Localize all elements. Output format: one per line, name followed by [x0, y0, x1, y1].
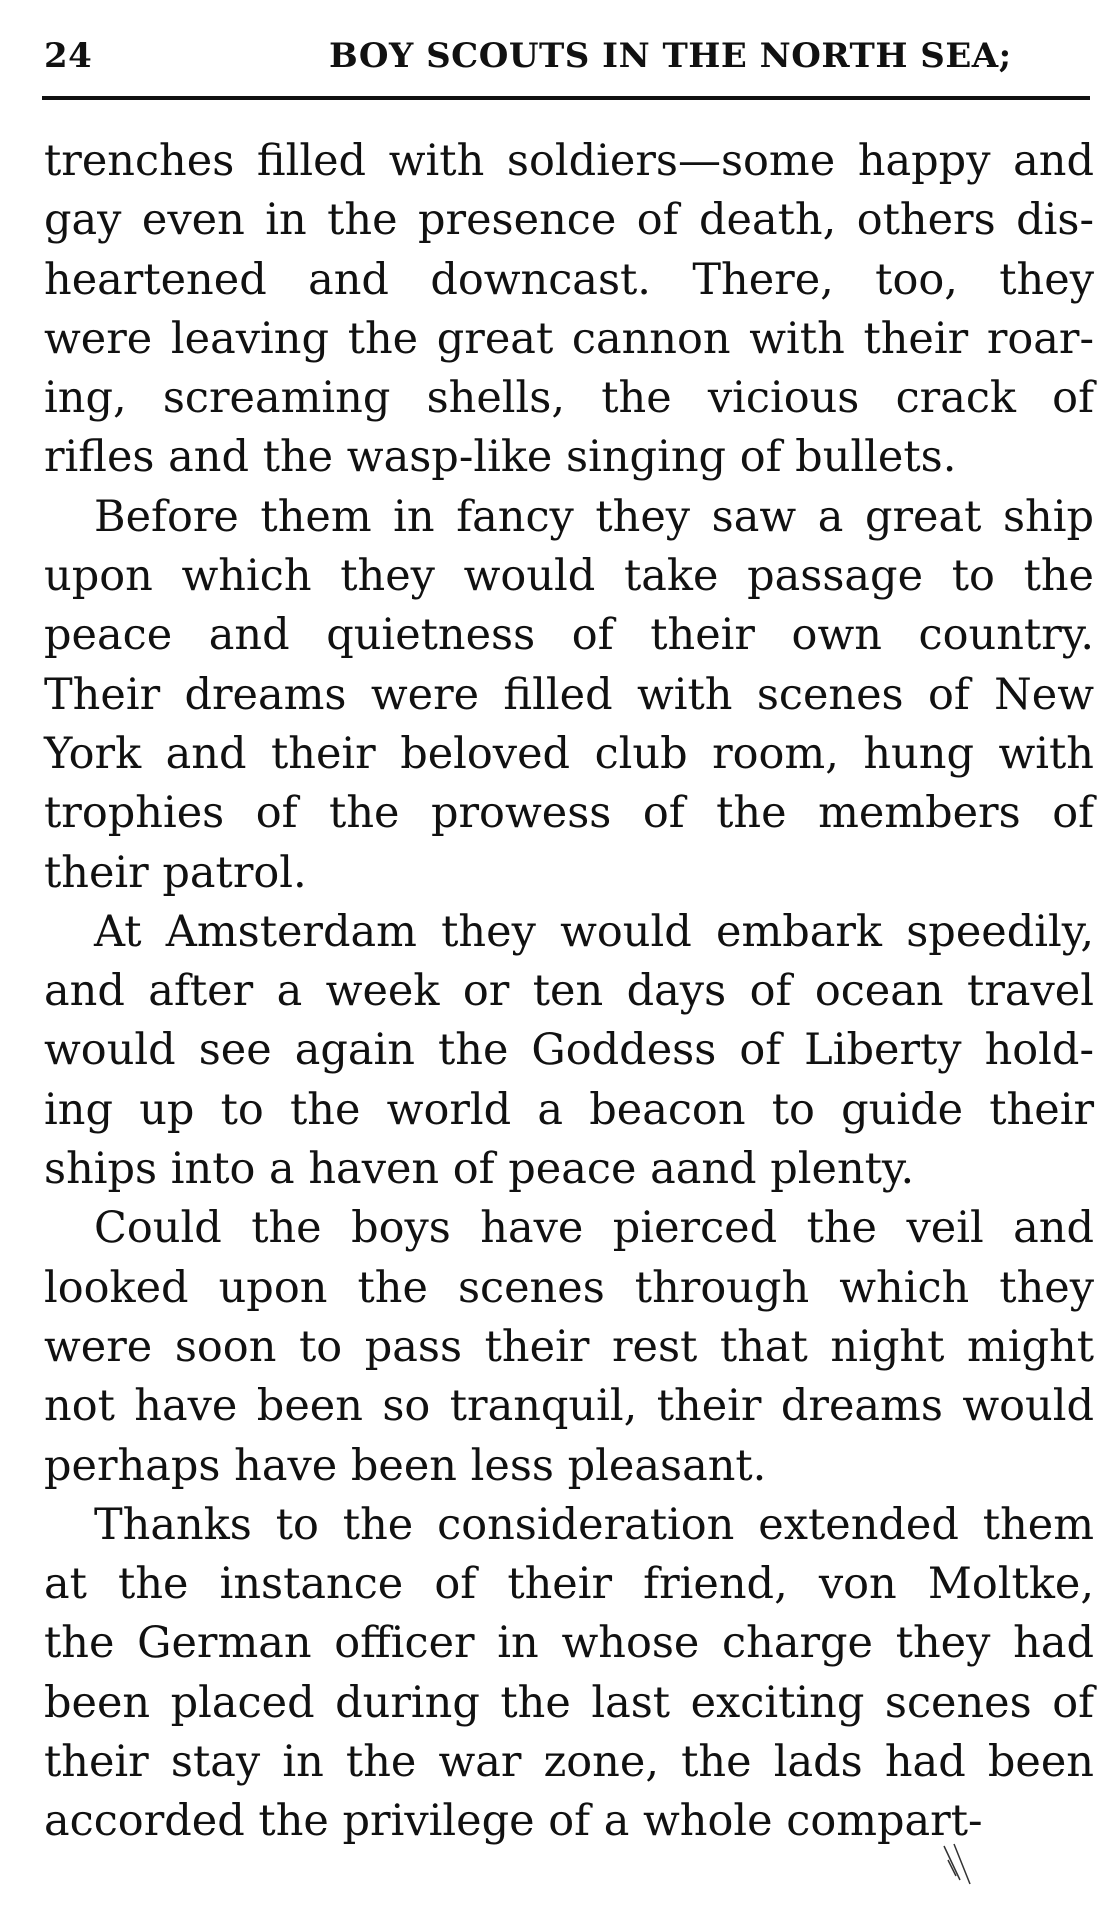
- text-line: At Amsterdam they would embark speedily,: [94, 906, 1094, 957]
- text-line: the German officer in whose charge they had: [44, 1618, 1094, 1669]
- text-line: peace and quietness of their own country.: [44, 610, 1094, 661]
- paragraph: [44, 903, 1094, 1199]
- text-line: Before them in fancy they saw a great ship: [94, 491, 1094, 542]
- body-text: [44, 132, 1094, 1852]
- running-head: BOY SCOUTS IN THE NORTH SEA;: [329, 36, 1012, 76]
- text-line: accorded the privilege of a whole compart-: [44, 1796, 983, 1847]
- text-line: looked upon the scenes through which they: [44, 1262, 1094, 1313]
- text-line: ships into a haven of peace aand plenty.: [44, 1144, 915, 1195]
- text-line: not have been so tranquil, their dreams would: [44, 1381, 1094, 1432]
- text-line: Their dreams were filled with scenes of New: [44, 669, 1094, 720]
- text-line: ing up to the world a beacon to guide their: [44, 1084, 1094, 1135]
- text-line: and after a week or ten days of ocean travel: [44, 966, 1094, 1017]
- text-line: their patrol.: [44, 847, 307, 898]
- paragraph: [44, 1496, 1094, 1852]
- text-line: trophies of the prowess of the members of: [44, 788, 1094, 839]
- text-line: perhaps have been less pleasant.: [44, 1440, 767, 1491]
- text-line: gay even in the presence of death, others dis-: [44, 195, 1094, 246]
- text-line: rifles and the wasp-like singing of bullets.: [44, 432, 957, 483]
- page-header: [44, 36, 1094, 88]
- paragraph: [44, 1199, 1094, 1495]
- text-line: trenches filled with soldiers—some happy and: [44, 136, 1094, 186]
- text-line: Could the boys have pierced the veil and: [94, 1203, 1094, 1254]
- text-line: at the instance of their friend, von Moltke,: [44, 1559, 1094, 1610]
- text-line: upon which they would take passage to the: [44, 551, 1094, 602]
- paragraph: [44, 132, 1094, 488]
- text-line: were soon to pass their rest that night might: [44, 1321, 1094, 1372]
- text-line: been placed during the last exciting scenes of: [44, 1677, 1094, 1728]
- text-line: heartened and downcast. There, too, they: [44, 254, 1094, 305]
- page-number: 24: [44, 36, 93, 76]
- paragraph: [44, 488, 1094, 903]
- text-line: ing, screaming shells, the vicious crack of: [44, 373, 1094, 424]
- print-speck-mark: [940, 1840, 980, 1890]
- header-rule: [42, 96, 1090, 100]
- text-line: would see again the Goddess of Liberty hold-: [44, 1025, 1094, 1076]
- text-line: were leaving the great cannon with their roar-: [44, 313, 1094, 364]
- text-line: Thanks to the consideration extended them: [94, 1499, 1094, 1550]
- text-line: their stay in the war zone, the lads had been: [44, 1737, 1094, 1788]
- text-line: York and their beloved club room, hung with: [44, 728, 1094, 779]
